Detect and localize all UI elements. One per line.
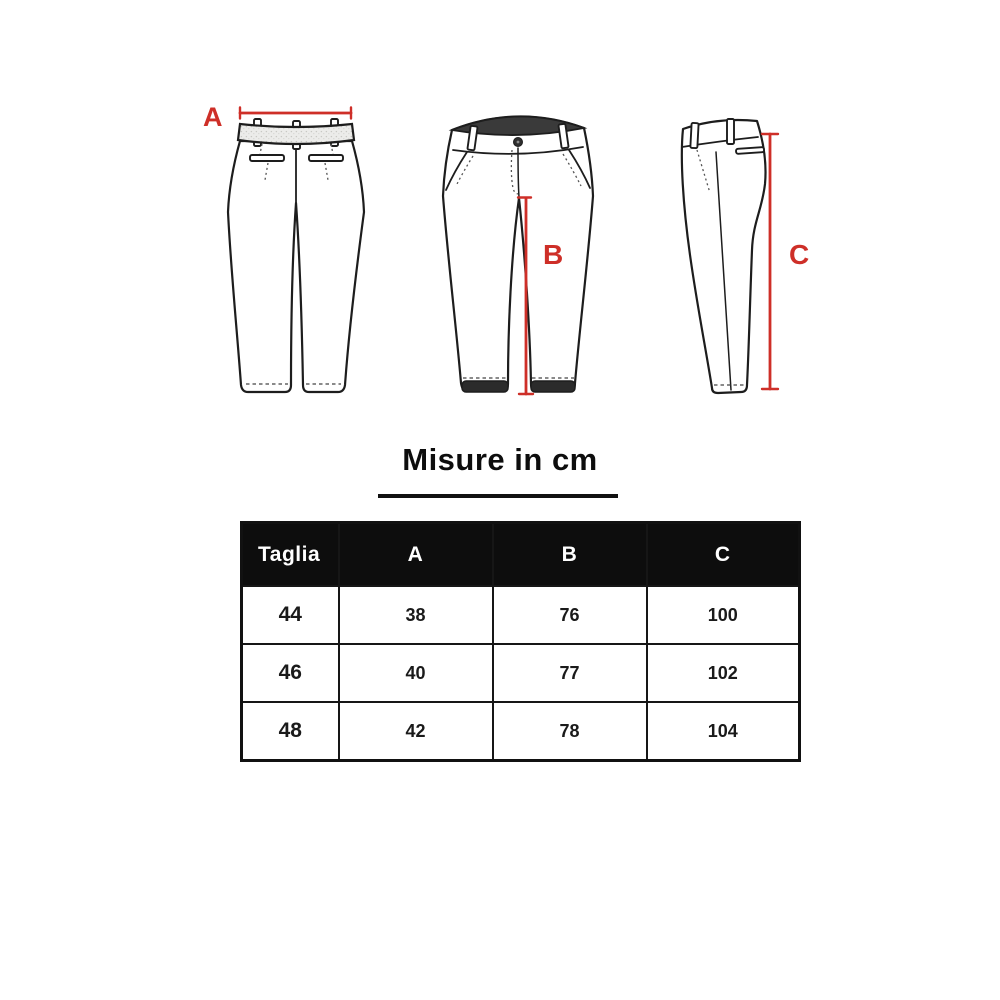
cell-size: 44 <box>242 586 339 644</box>
table-row <box>242 644 800 702</box>
side-body <box>682 120 766 393</box>
cell-a: 42 <box>339 702 493 761</box>
table-header-row <box>242 523 800 587</box>
header-taglia: Taglia <box>242 523 339 587</box>
header-b: B <box>493 523 647 587</box>
pants-front-view <box>443 116 593 392</box>
cell-b: 76 <box>493 586 647 644</box>
side-belt-loop <box>690 123 698 148</box>
measure-label-a: A <box>203 102 223 132</box>
measure-label-c: C <box>789 239 810 270</box>
size-table <box>240 521 801 762</box>
front-hem-cuff <box>531 381 575 392</box>
front-button-detail <box>517 141 520 144</box>
page-title: Misure in cm <box>402 442 598 477</box>
cell-a: 38 <box>339 586 493 644</box>
table-row <box>242 586 800 644</box>
measure-label-b: B <box>543 239 564 270</box>
pants-side-view <box>682 119 766 393</box>
side-welt-pocket <box>736 147 764 154</box>
cell-c: 100 <box>647 586 800 644</box>
table-row <box>242 702 800 761</box>
header-c: C <box>647 523 800 587</box>
cell-b: 78 <box>493 702 647 761</box>
pants-illustrations <box>0 0 1000 430</box>
cell-size: 46 <box>242 644 339 702</box>
back-waistband <box>238 124 354 144</box>
back-welt-pocket <box>309 155 343 161</box>
cell-size: 48 <box>242 702 339 761</box>
cell-c: 104 <box>647 702 800 761</box>
side-belt-loop <box>727 119 734 144</box>
cell-a: 40 <box>339 644 493 702</box>
front-hem-cuff <box>462 381 508 392</box>
back-welt-pocket <box>250 155 284 161</box>
title-underline <box>378 494 618 498</box>
header-a: A <box>339 523 493 587</box>
cell-b: 77 <box>493 644 647 702</box>
pants-back-view <box>228 119 364 392</box>
cell-c: 102 <box>647 644 800 702</box>
